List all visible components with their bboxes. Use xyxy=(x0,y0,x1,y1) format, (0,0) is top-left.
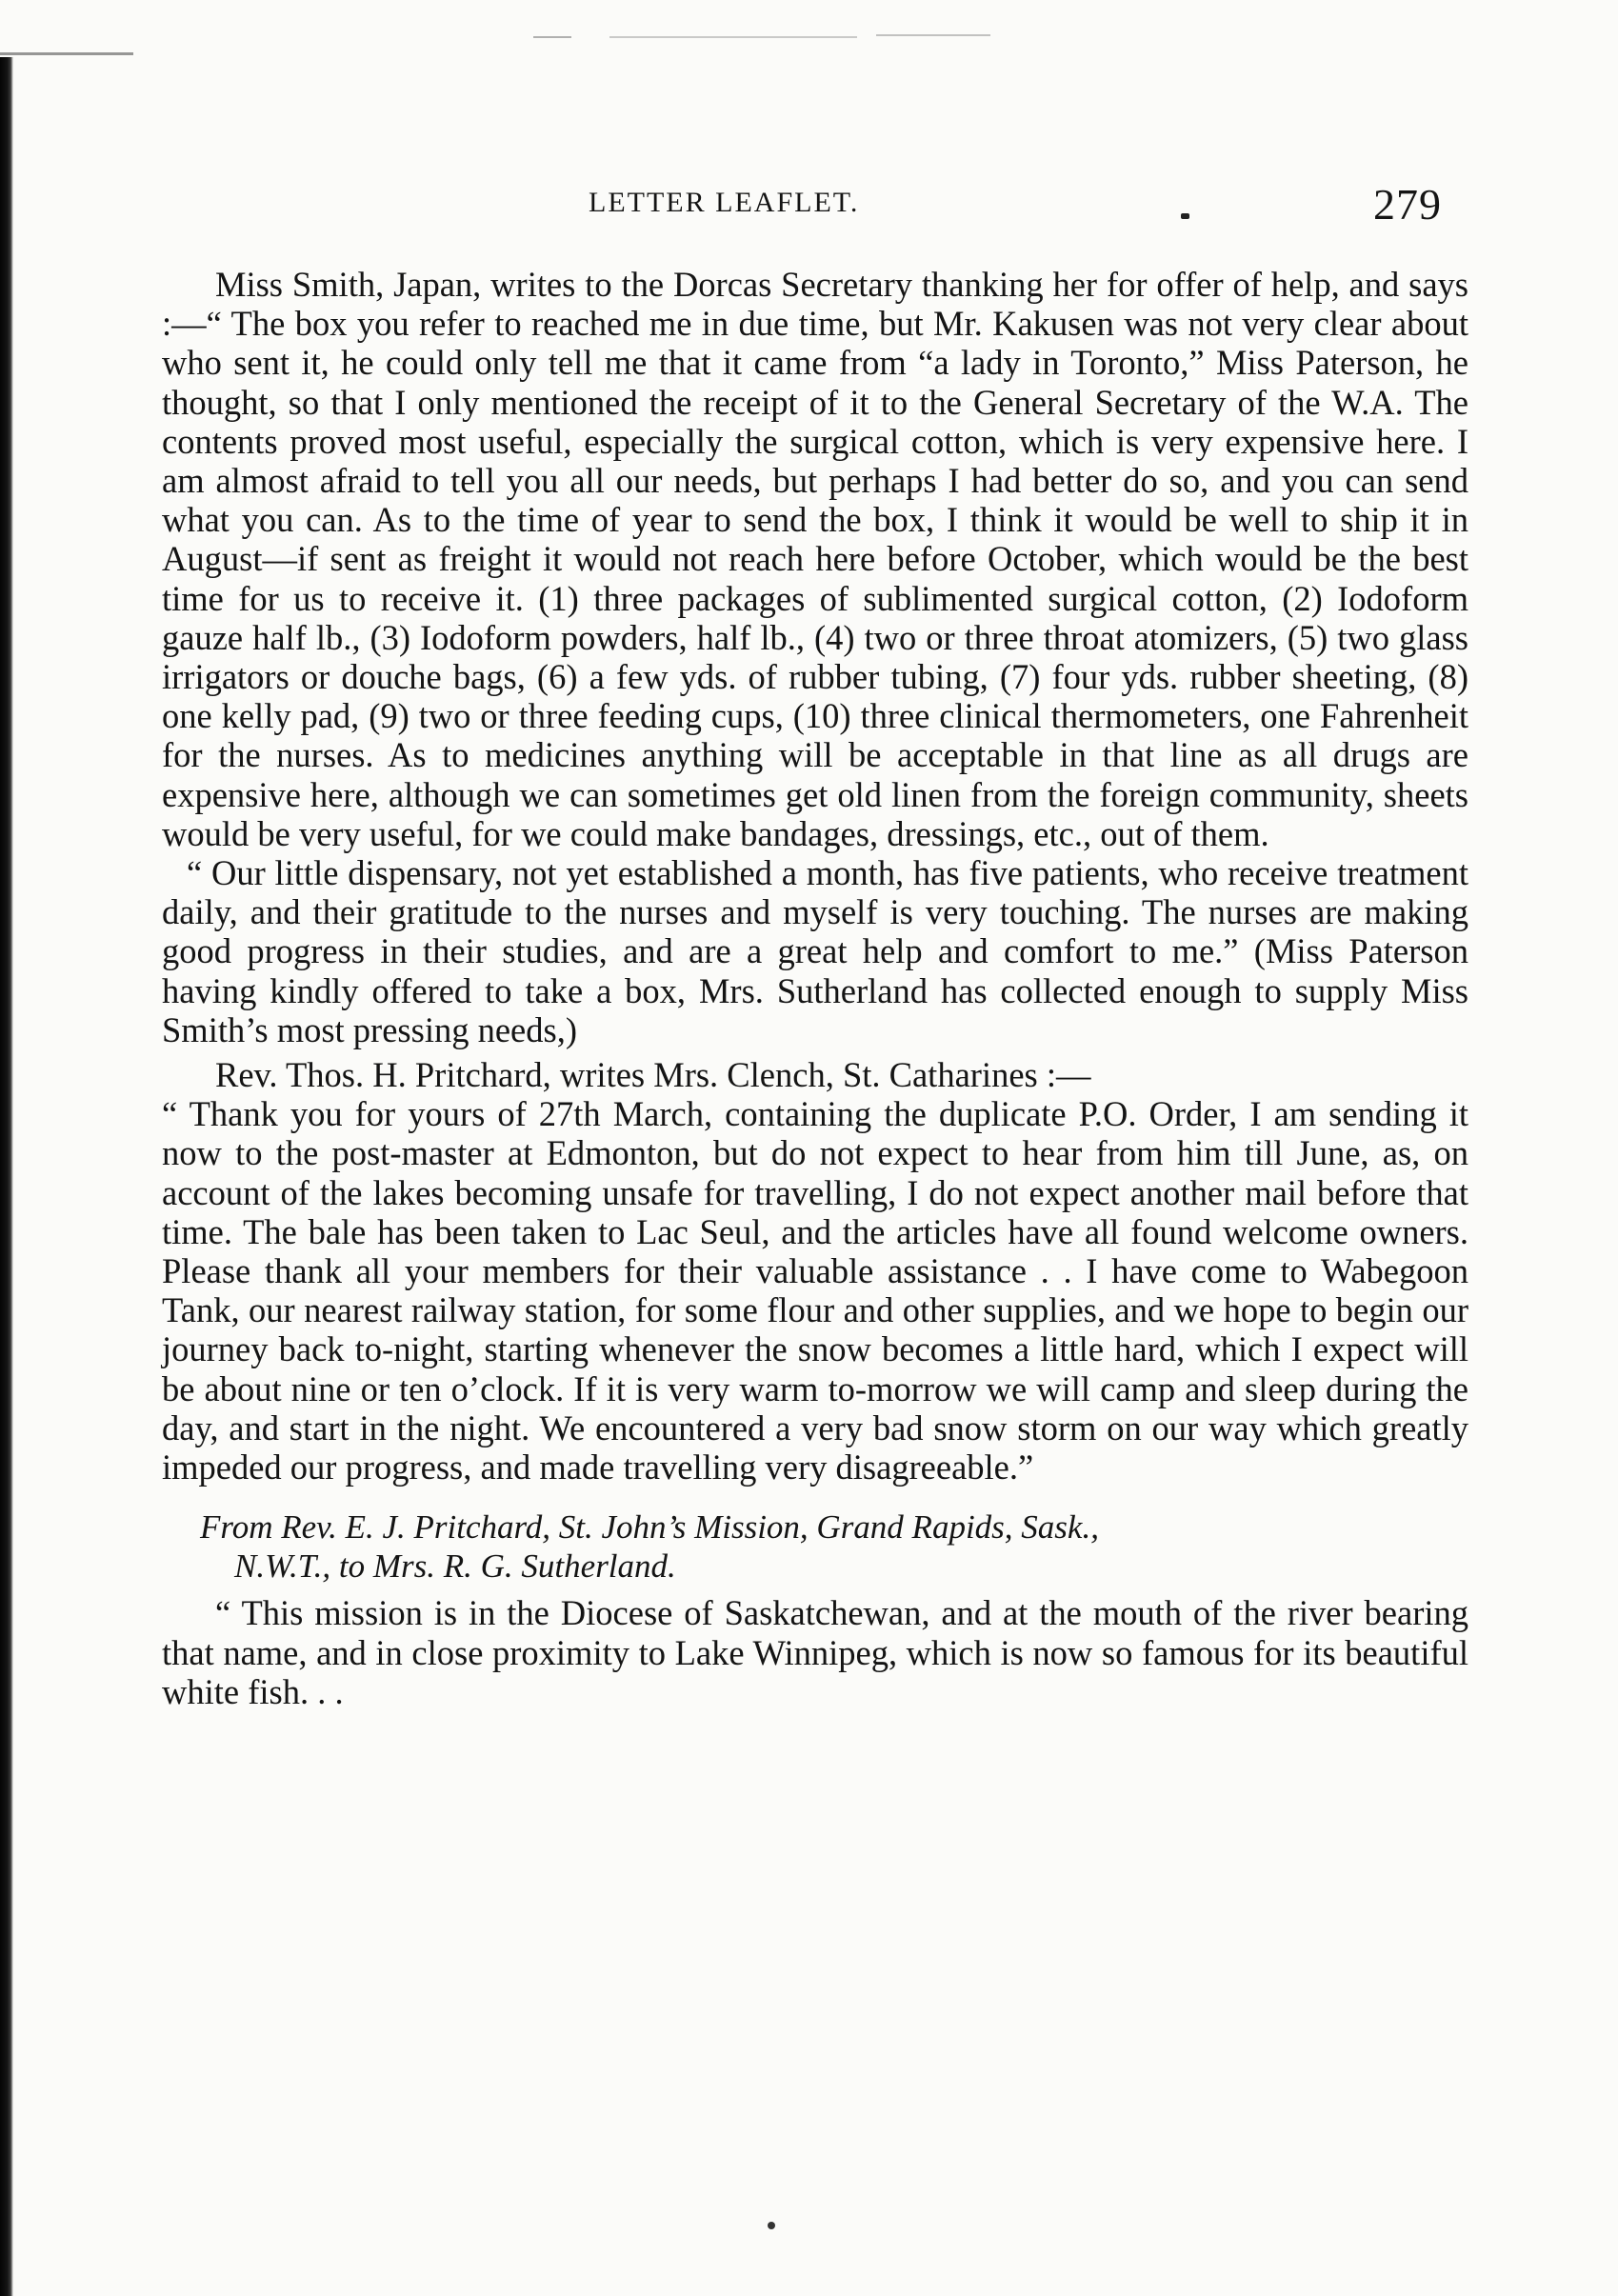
paragraph: “ Our little dispensary, not yet established a month, has five patients, who receive treatment daily, and their gratitude to the nurses and myself is very touching. The nurses are making good progress in their studies, and are a great help and comfort to me.” (Miss Paterson having kindly offered to take a box, Mrs. Sutherland has collected enough to supply Miss Smith’s most pressing needs,) xyxy=(162,853,1468,1049)
letter-attribution xyxy=(179,1507,1468,1586)
scan-artifact xyxy=(0,52,133,55)
scan-artifact xyxy=(609,36,857,38)
scan-artifact xyxy=(876,34,990,36)
attribution-line: From Rev. E. J. Pritchard, St. John’s Mission, Grand Rapids, Sask., xyxy=(200,1508,1099,1547)
page-number: 279 xyxy=(1373,180,1442,229)
attribution-line: N.W.T., to Mrs. R. G. Sutherland. xyxy=(234,1547,676,1586)
paragraph: Rev. Thos. H. Pritchard, writes Mrs. Clench, St. Catharines :— xyxy=(215,1055,1091,1095)
scan-artifact xyxy=(533,36,571,38)
ink-mark xyxy=(768,2222,775,2229)
paragraph: Miss Smith, Japan, writes to the Dorcas Secretary thanking her for offer of help, and says :—“ The box you refer to reached me in due time, but Mr. Kakusen was not very clear about who sent it, he could only tell me that it came from “a lady in Toronto,” Miss Paterson, he thought, so that I only mentioned the receipt of it to the General Secretary of the W.A. The contents proved most useful, especially the surgical cotton, which is very expensive here. I am almost afraid to tell you all our needs, but perhaps I had better do so, and you can send what you can. As to the time of year to send the box, I think it would be well to ship it in August—if sent as freight it would not reach here before October, which would be the best time for us to receive it. (1) three packages of sublimented surgical cotton, (2) Iodoform gauze half lb., (3) Iodoform powders, half lb., (4) two or three throat atomizers, (5) two glass irrigators or douche bags, (6) a few yds. of rubber tubing, (7) four yds. rubber sheeting, (8) one kelly pad, (9) two or three feeding cups, (10) three clinical thermometers, one Fahrenheit for the nurses. As to medicines anything will be acceptable in that line as all drugs are expensive here, although we can sometimes get old linen from the foreign community, sheets would be very useful, for we could make bandages, dressings, etc., out of them. xyxy=(162,265,1468,853)
running-head: LETTER LEAFLET. xyxy=(589,187,860,218)
ink-mark xyxy=(1181,213,1189,219)
body-text xyxy=(162,265,1468,1711)
paragraph: “ This mission is in the Diocese of Saskatchewan, and at the mouth of the river bearing that name, and in close proximity to Lake Winnipeg, which is now so famous for its beautiful white fish. . . xyxy=(162,1593,1468,1711)
paragraph: “ Thank you for yours of 27th March, containing the duplicate P.O. Order, I am sending it now to the post-master at Edmonton, but do not expect to hear from him till June, as, on account of the lakes becoming unsafe for travelling, I do not expect another mail before that time. The bale has been taken to Lac Seul, and the articles have all found welcome owners. Please thank all your members for their valuable assistance . . I have come to Wabegoon Tank, our nearest railway station, for some flour and other supplies, and we hope to begin our journey back to-night, starting whenever the snow becomes a little hard, which I expect will be about nine or ten o’clock. If it is very warm to-morrow we will camp and sleep during the day, and start in the night. We encountered a very bad snow storm on our way which greatly impeded our progress, and made travelling very disagreeable.” xyxy=(162,1094,1468,1487)
binding-edge xyxy=(0,57,13,2296)
